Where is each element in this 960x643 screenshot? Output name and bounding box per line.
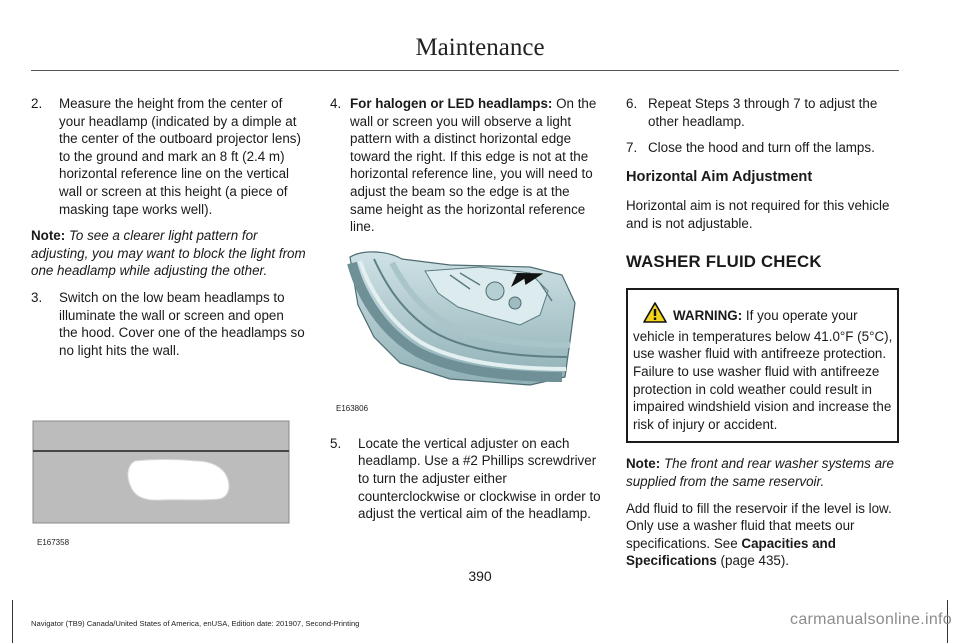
step-5 — [330, 435, 605, 523]
note-paragraph — [626, 455, 899, 490]
step-number: 4. — [330, 96, 342, 111]
step-number: 3. — [31, 289, 43, 305]
crop-mark-left — [12, 600, 13, 643]
footer-edition: Navigator (TB9) Canada/United States of America, enUSA, Edition date: 201907, Second-Printing — [31, 619, 360, 628]
warning-text: If you operate your vehicle in temperatures below 41.0°F (5°C), use washer fluid with antifreeze protection. Failure to use washer fluid with antifreeze protection in cold weather could result in impaired windshield vision and increase the risk of injury or accident. — [633, 308, 893, 432]
step-number: 6. — [626, 96, 638, 111]
figure-code: E163806 — [336, 403, 369, 413]
wall-pattern-figure — [31, 415, 293, 561]
step-number: 5. — [330, 435, 342, 451]
note-label: Note: — [31, 228, 66, 244]
column-right — [626, 95, 899, 579]
note-paragraph — [31, 227, 306, 280]
step-text: Measure the height from the center of your headlamp (indicated by a dimple at the center of the outboard projector lens) to the ground and mark an 8 ft (2.4 m) horizontal reference line on the vertical wall or screen at this height (a piece of masking tape works well). — [59, 96, 301, 217]
capacities-link[interactable]: Capacities and Specifications — [626, 535, 836, 569]
horizontal-aim-text: Horizontal aim is not required for this vehicle and is not adjustable. — [626, 198, 890, 231]
horizontal-aim-heading: Horizontal Aim Adjustment — [626, 168, 813, 185]
page-number: 390 — [468, 568, 492, 584]
step-6 — [626, 95, 899, 130]
headlamp-figure — [330, 245, 605, 417]
note-text: The front and rear washer systems are supplied from the same reservoir. — [626, 456, 894, 489]
washer-fluid-heading: WASHER FLUID CHECK — [626, 251, 822, 271]
see-prefix: See — [713, 535, 738, 551]
warning-label: WARNING: — [673, 308, 743, 324]
title-divider — [31, 70, 899, 71]
fill-paragraph — [626, 500, 899, 570]
step-text: Locate the vertical adjuster on each headlamp. Use a #2 Phillips screwdriver to turn the adjuster either counterclockwise or clockwise in order to adjust the vertical aim of the headlamp. — [358, 435, 601, 522]
warning-icon — [643, 302, 667, 328]
step-2 — [31, 95, 306, 218]
note-text: To see a clearer light pattern for adjusting, you may want to block the light from one headlamp while adjusting the other. — [31, 228, 306, 279]
wall-pattern-illustration — [31, 415, 293, 527]
step-label: For halogen or LED headlamps: — [350, 96, 553, 111]
warning-box — [626, 288, 899, 443]
see-suffix: (page 435). — [720, 553, 790, 569]
step-4 — [330, 95, 605, 236]
figure-code: E167358 — [37, 538, 70, 548]
step-text: Switch on the low beam headlamps to illuminate the wall or screen and open the hood. Cover one of the headlamps so no light hits the wall. — [59, 289, 305, 358]
fill-text: Add fluid to fill the reservoir if the level is low. Only use a washer fluid that meets our specifications. — [626, 500, 892, 551]
watermark: carmanualsonline.info — [790, 611, 952, 628]
step-text: On the wall or screen you will observe a light pattern with a distinct horizontal edge toward the right. If this edge is not at the horizontal reference line, you will need to adjust the beam so the edge is at the same height as the horizontal reference line. — [350, 96, 597, 235]
step-text: Repeat Steps 3 through 7 to adjust the other headlamp. — [648, 96, 878, 129]
headlamp-illustration — [330, 245, 605, 405]
column-left — [31, 95, 306, 561]
step-text: Close the hood and turn off the lamps. — [648, 140, 875, 156]
note-label: Note: — [626, 456, 661, 472]
step-7 — [626, 139, 899, 157]
column-middle — [330, 95, 605, 532]
step-number: 7. — [626, 140, 638, 156]
step-number: 2. — [31, 96, 43, 111]
page-title: Maintenance — [415, 34, 545, 61]
step-3 — [31, 289, 306, 359]
